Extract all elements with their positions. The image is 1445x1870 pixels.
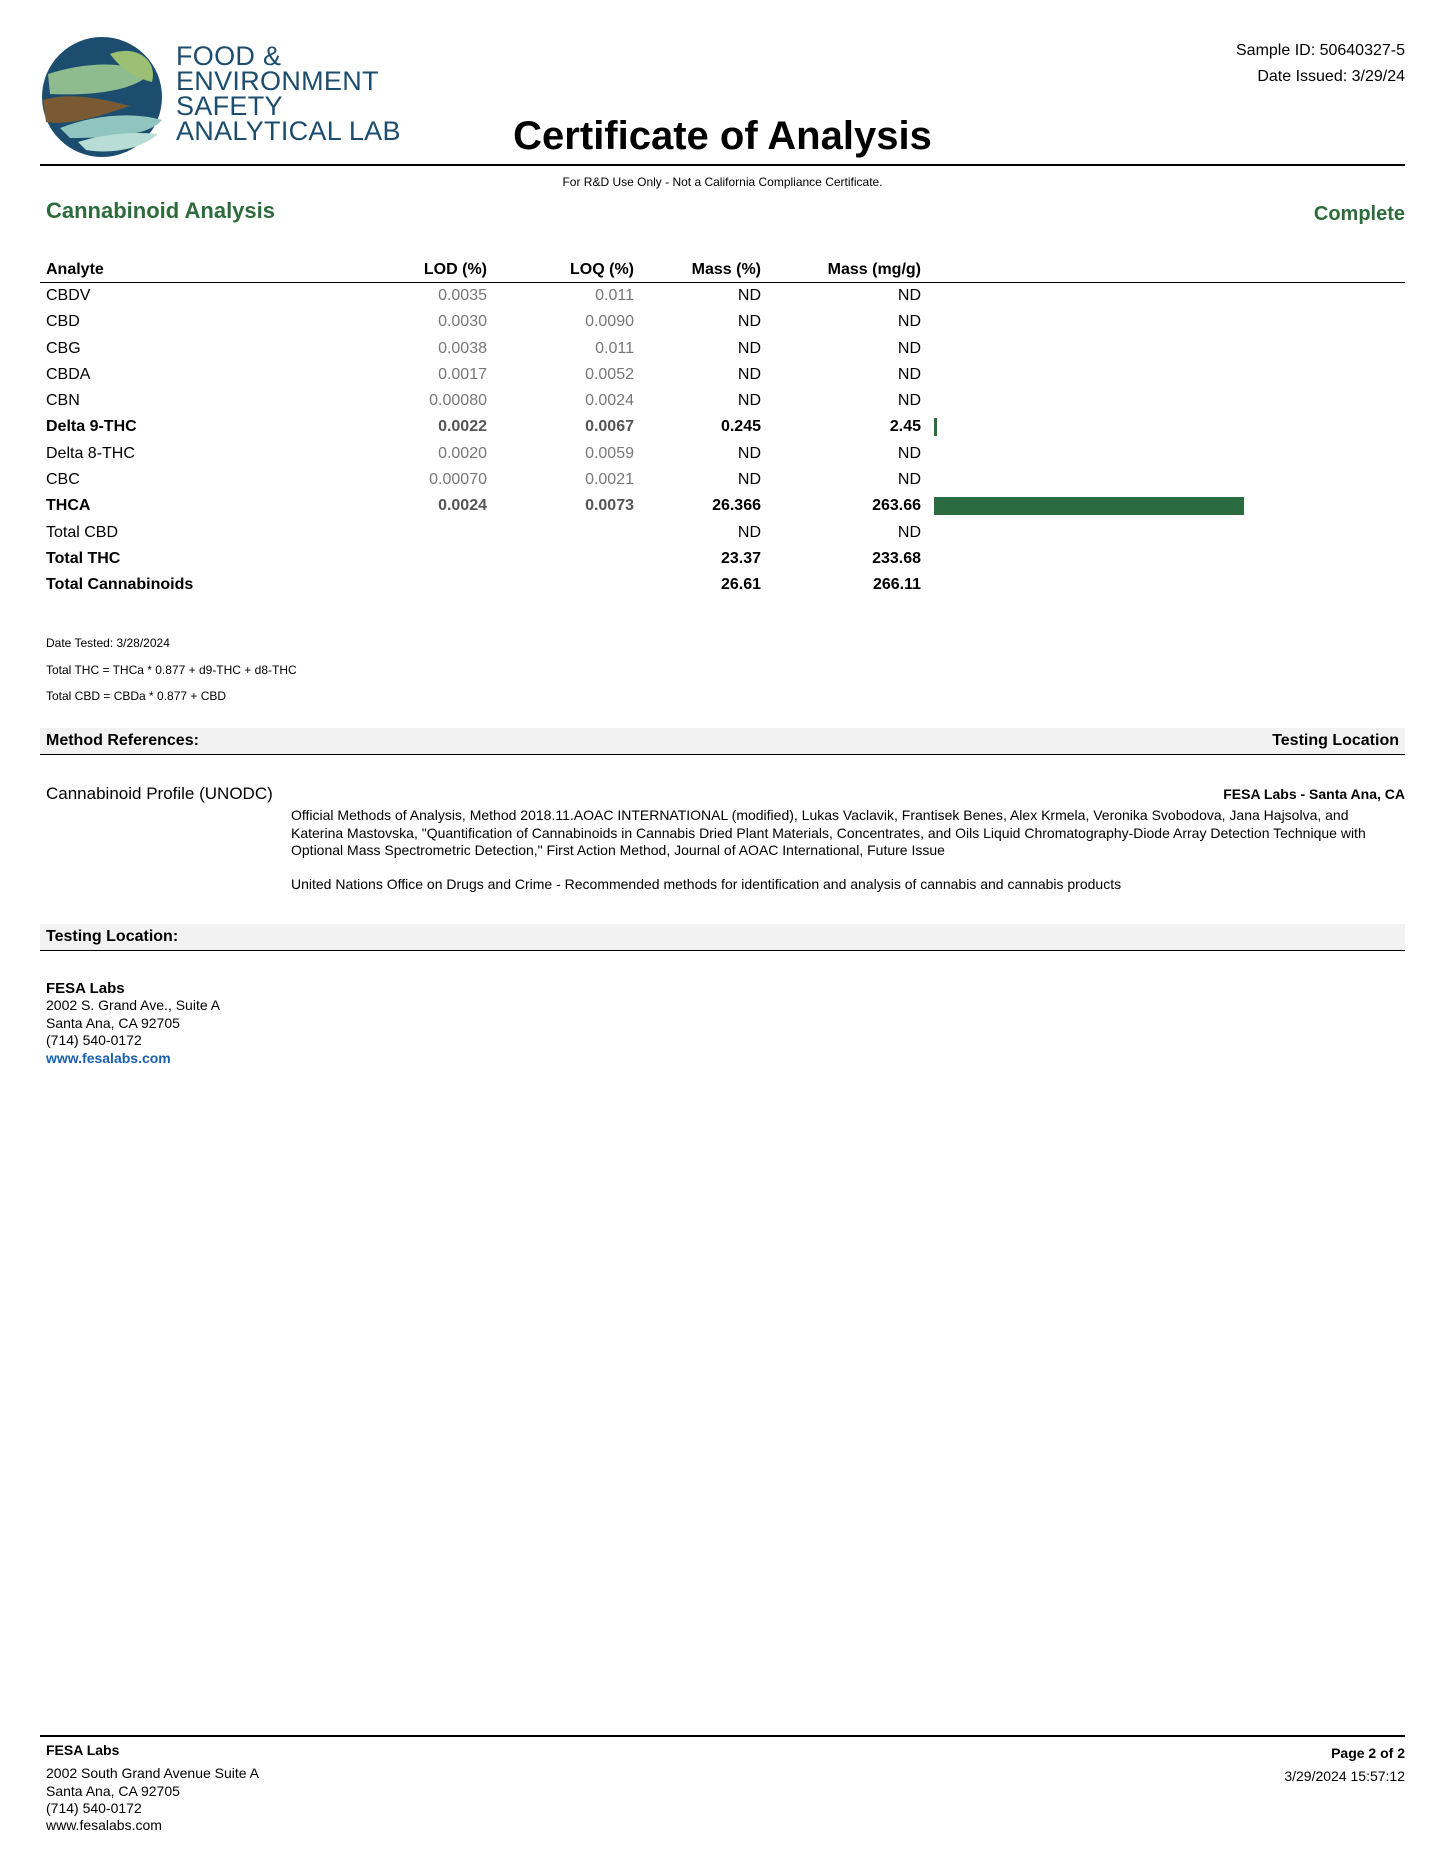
footer-timestamp: 3/29/2024 15:57:12 <box>1284 1768 1405 1784</box>
table-row <box>40 493 1405 519</box>
mass-bar <box>934 497 1244 515</box>
mass-mg-cell: ND <box>897 471 921 489</box>
mass-percent-cell: ND <box>737 313 761 331</box>
loq-cell: 0.0024 <box>585 392 634 410</box>
disclaimer: For R&D Use Only - Not a California Compliance Certificate. <box>562 175 883 189</box>
footer-address <box>46 1742 259 1834</box>
logo-line: ANALYTICAL LAB <box>176 116 401 146</box>
column-header: LOQ (%) <box>570 261 634 278</box>
mass-mg-cell: ND <box>897 444 921 462</box>
analyte-cell: CBDA <box>46 365 91 383</box>
method-name: Cannabinoid Profile (UNODC) <box>46 784 273 803</box>
method-references-label: Method References: <box>46 732 199 749</box>
mass-percent-cell: 0.245 <box>720 418 761 436</box>
column-header: Mass (%) <box>691 261 761 278</box>
loq-cell: 0.0052 <box>585 365 634 383</box>
testing-location-heading: Testing Location: <box>46 928 179 945</box>
table-row <box>40 336 1405 362</box>
table-row <box>40 467 1405 493</box>
lod-cell: 0.0024 <box>438 497 487 515</box>
lab-name: FESA Labs <box>46 980 125 997</box>
mass-percent-cell: ND <box>737 444 761 462</box>
lod-cell: 0.00080 <box>429 392 487 410</box>
analyte-cell: CBDV <box>46 287 91 304</box>
analyte-cell: Total Cannabinoids <box>46 576 194 594</box>
analyte-cell: CBC <box>46 471 80 489</box>
footer-phone: (714) 540-0172 <box>46 1799 142 1816</box>
footer-lab-name: FESA Labs <box>46 1742 120 1758</box>
footer-address-line: 2002 South Grand Avenue Suite A <box>46 1765 260 1782</box>
mass-percent-cell: ND <box>737 287 761 304</box>
phone: (714) 540-0172 <box>46 1032 142 1049</box>
lod-cell: 0.0030 <box>438 313 487 331</box>
footer-address-line: Santa Ana, CA 92705 <box>46 1782 180 1799</box>
method-reference: Official Methods of Analysis, Method 2018.11.AOAC INTERNATIONAL (modified), Lukas Vaclavik, Frantisek Benes, Alex Krmela, Veronika Svobodova, Jana Hajsolva, and Katerina Mastovska, "Quantification of Cannabinoids in Cannabis Dried Plant Materials, Concentrates, and Oils Liquid Chromatography-Diode Array Detection Technique with Optional Mass Spectrometric Detection," First Action Method, Journal of AOAC International, Future Issue <box>291 807 1366 858</box>
testing-location-header <box>40 924 1405 951</box>
analysis-table <box>40 258 1405 599</box>
testing-location-address <box>46 980 220 1067</box>
mass-percent-cell: ND <box>737 392 761 410</box>
loq-cell: 0.0067 <box>585 418 634 436</box>
section-title: Cannabinoid Analysis <box>46 198 276 223</box>
mass-mg-cell: ND <box>897 287 921 304</box>
table-row <box>40 309 1405 335</box>
analyte-cell: CBN <box>46 392 80 410</box>
date-issued: Date Issued: 3/29/24 <box>1257 68 1405 85</box>
mass-mg-cell: 266.11 <box>872 576 921 594</box>
mass-mg-cell: ND <box>897 392 921 410</box>
mass-mg-cell: ND <box>897 523 921 541</box>
table-row <box>40 414 1405 440</box>
logo-line: ENVIRONMENT <box>176 66 379 96</box>
column-header: LOD (%) <box>423 261 487 278</box>
mass-mg-cell: 233.68 <box>872 549 921 567</box>
method-references-header <box>40 728 1405 755</box>
mass-percent-cell: ND <box>737 471 761 489</box>
analyte-cell: CBD <box>46 313 80 331</box>
lod-cell: 0.0020 <box>438 444 487 462</box>
lod-cell: 0.00070 <box>429 471 487 489</box>
column-header: Mass (mg/g) <box>827 261 921 278</box>
page-title: Certificate of Analysis <box>513 114 932 158</box>
loq-cell: 0.0021 <box>585 471 634 489</box>
total-cbd-formula: Total CBD = CBDa * 0.877 + CBD <box>46 689 227 703</box>
loq-cell: 0.011 <box>595 287 634 304</box>
mass-mg-cell: ND <box>897 365 921 383</box>
table-row <box>40 546 1405 572</box>
page-number: Page 2 of 2 <box>1331 1745 1405 1761</box>
table-row <box>40 388 1405 414</box>
method-reference: United Nations Office on Drugs and Crime - Recommended methods for identification and analysis of cannabis and cannabis products <box>291 875 1122 892</box>
sample-id: Sample ID: 50640327-5 <box>1236 42 1405 59</box>
footer-divider <box>40 1735 1405 1737</box>
mass-mg-cell: 2.45 <box>889 418 921 436</box>
logo-line: SAFETY <box>176 91 283 121</box>
mass-percent-cell: 26.61 <box>720 576 761 594</box>
mass-percent-cell: ND <box>737 523 761 541</box>
analyte-cell: Total THC <box>46 549 121 567</box>
table-row <box>40 441 1405 467</box>
testing-location-label: Testing Location <box>1272 732 1399 749</box>
sample-info <box>1236 38 1405 90</box>
lod-cell: 0.0022 <box>438 418 487 436</box>
mass-mg-cell: ND <box>897 313 921 331</box>
analyte-cell: Total CBD <box>46 523 119 541</box>
lod-cell: 0.0035 <box>438 287 487 304</box>
column-header: Analyte <box>46 261 104 278</box>
loq-cell: 0.0073 <box>585 497 634 515</box>
website-link[interactable]: www.fesalabs.com <box>46 1049 171 1066</box>
lod-cell: 0.0038 <box>438 339 487 357</box>
loq-cell: 0.0059 <box>585 444 634 462</box>
analysis-notes <box>46 630 297 710</box>
mass-mg-cell: ND <box>897 339 921 357</box>
address-line: 2002 S. Grand Ave., Suite A <box>46 997 221 1014</box>
status-badge: Complete <box>1313 203 1405 225</box>
footer-website: www.fesalabs.com <box>46 1817 162 1834</box>
footer-page-info <box>1284 1742 1405 1788</box>
table-row <box>40 572 1405 598</box>
mass-percent-cell: 26.366 <box>712 497 761 515</box>
header-divider <box>40 164 1405 166</box>
lod-cell: 0.0017 <box>438 365 487 383</box>
method-location: FESA Labs - Santa Ana, CA <box>1223 786 1405 802</box>
table-row <box>40 362 1405 388</box>
logo-line: FOOD & <box>176 41 282 71</box>
table-header <box>40 258 1405 283</box>
analyte-cell: THCA <box>46 497 91 515</box>
mass-percent-cell: 23.37 <box>720 549 761 567</box>
loq-cell: 0.011 <box>595 339 634 357</box>
table-row <box>40 283 1405 309</box>
address-line: Santa Ana, CA 92705 <box>46 1014 180 1031</box>
mass-mg-cell: 263.66 <box>872 497 921 515</box>
analyte-cell: Delta 8-THC <box>46 444 135 462</box>
method-references-text <box>291 807 1391 909</box>
loq-cell: 0.0090 <box>585 313 634 331</box>
analyte-cell: CBG <box>46 339 81 357</box>
total-thc-formula: Total THC = THCa * 0.877 + d9-THC + d8-THC <box>46 662 297 677</box>
date-tested: Date Tested: 3/28/2024 <box>46 636 170 650</box>
analyte-cell: Delta 9-THC <box>46 418 137 436</box>
mass-bar <box>934 418 937 436</box>
table-row <box>40 520 1405 546</box>
mass-percent-cell: ND <box>737 365 761 383</box>
mass-percent-cell: ND <box>737 339 761 357</box>
table-body <box>40 283 1405 599</box>
